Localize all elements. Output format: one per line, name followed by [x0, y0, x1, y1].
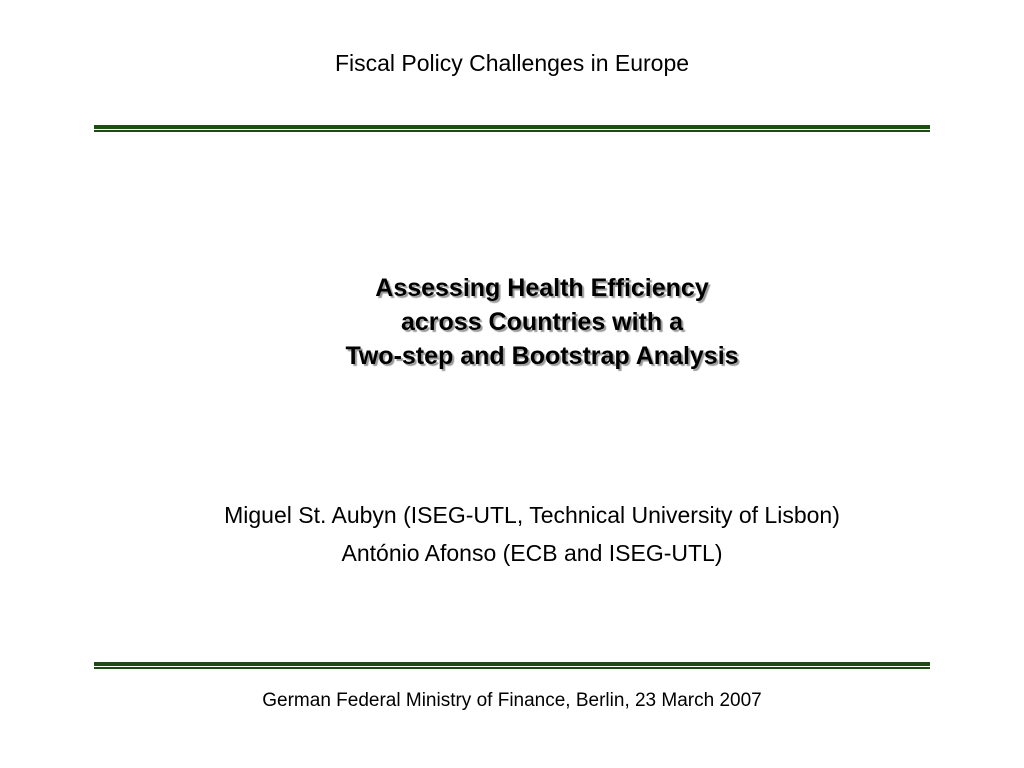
top-divider — [94, 125, 930, 132]
bottom-divider-thin-line — [94, 667, 930, 669]
top-divider-thin-line — [94, 130, 930, 132]
bottom-divider-thick-line — [94, 662, 930, 666]
author-1: Miguel St. Aubyn (ISEG-UTL, Technical University of Lisbon) — [224, 502, 840, 528]
footer-venue-date: German Federal Ministry of Finance, Berlin, 23 March 2007 — [262, 690, 762, 711]
title-line-3: Two-step and Bootstrap Analysis — [345, 342, 739, 370]
title-line-2: across Countries with a — [400, 308, 684, 336]
presentation-title — [0, 271, 1024, 373]
title-line-1: Assessing Health Efficiency — [375, 274, 709, 302]
bottom-divider — [94, 662, 930, 669]
header-title: Fiscal Policy Challenges in Europe — [334, 50, 690, 76]
top-divider-thick-line — [94, 125, 930, 129]
authors-block — [0, 496, 1024, 572]
author-2: António Afonso (ECB and ISEG-UTL) — [341, 540, 723, 566]
